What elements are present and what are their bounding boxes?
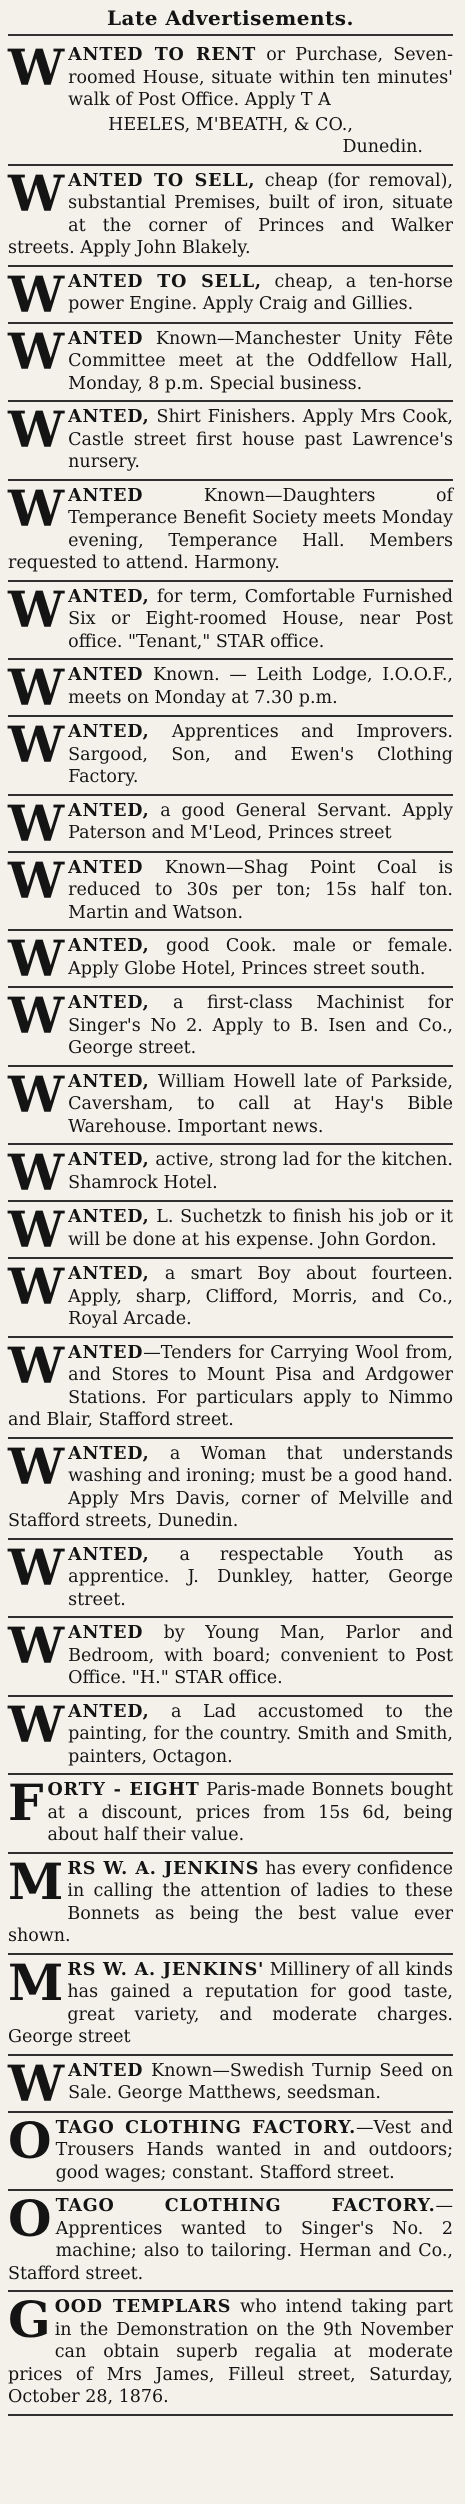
ad-text: a Lad accustomed to the painting, for the country. Smith and Smith, painters, Octagon.	[68, 1701, 453, 1767]
advertisement	[8, 1202, 453, 1259]
advertisement	[8, 2292, 453, 2416]
advertisement	[8, 1064, 453, 1146]
advertisement	[8, 1537, 453, 1619]
drop-capital: W	[8, 658, 65, 717]
advertisement	[8, 40, 453, 166]
ad-text: Shirt Finishers. Apply Mrs Cook, Castle street first house past Lawrence's nursery.	[68, 407, 453, 472]
advertisement	[8, 931, 453, 988]
ad-text: —Vest and Trousers Hands wanted in and outdoors; good wages; constant. Stafford street.	[55, 2117, 453, 2183]
ad-text: cheap (for removal), substantial Premises, built of iron, situate at the corner of Princes and Walker streets. Apply John Blakely.	[8, 170, 453, 258]
ad-text: a first-class Machinist for Singer's No 2. Apply to B. Isen and Co., George street.	[68, 993, 453, 1058]
drop-capital: M	[8, 1851, 64, 1911]
drop-capital: W	[8, 1257, 65, 1316]
advertisement	[8, 660, 453, 717]
ad-headline: TAGO CLOTHING FACTORY.	[55, 2117, 357, 2138]
advertisement	[8, 717, 453, 796]
advertisement	[8, 1145, 453, 1202]
ad-headline: ANTED TO RENT	[68, 45, 257, 65]
ad-text: active, strong lad for the kitchen. Shamrock Hotel.	[68, 1150, 453, 1193]
advertisement	[8, 1851, 453, 1955]
ad-headline: ANTED,	[68, 1264, 150, 1284]
ad-text: William Howell late of Parkside, Caversham, to call at Hay's Bible Warehouse. Important news.	[68, 1071, 453, 1137]
drop-capital: W	[8, 715, 65, 774]
ad-text: L. Suchetzk to finish his job or it will be done at his expense. John Gordon.	[68, 1207, 453, 1250]
ad-text: Millinery of all kinds has gained a reputation for good taste, great variety, and moderate charges. George street	[8, 1959, 453, 2047]
drop-capital: W	[8, 400, 65, 459]
ad-signature: HEELES, M'BEATH, & CO.,	[108, 114, 353, 135]
ad-headline: ANTED,	[68, 1701, 150, 1722]
advertisement	[8, 2191, 453, 2292]
drop-capital: W	[8, 1335, 65, 1395]
ad-text: who intend taking part in the Demonstration on the 9th November can obtain superb regalia at moderate prices of Mrs James, Filleul street, Saturday, October 28, 1876.	[8, 2297, 453, 2407]
ad-headline: OOD TEMPLARS	[54, 2297, 232, 2317]
ad-text: —Apprentices wanted to Singer's No. 2 machine; also to tailoring. Herman and Co., Stafford street.	[8, 2196, 453, 2284]
ad-headline: ANTED,	[68, 586, 150, 607]
advertisement	[8, 2053, 453, 2113]
drop-capital: W	[8, 1537, 65, 1597]
drop-capital: W	[8, 1436, 65, 1496]
ad-headline: ANTED	[68, 1623, 144, 1643]
advertisement	[8, 163, 453, 267]
ad-headline: ANTED,	[68, 800, 150, 821]
ad-text: for term, Comfortable Furnished Six or Eight-roomed House, near Post office. "Tenant," STAR office.	[68, 586, 453, 652]
drop-capital: W	[8, 1694, 65, 1754]
ad-headline: ANTED,	[68, 1544, 150, 1565]
ad-headline: ANTED	[68, 2060, 144, 2081]
ad-text: has every confidence in calling the attention of ladies to these Bonnets as being the best value ever shown.	[8, 1858, 453, 1946]
drop-capital: W	[8, 1064, 65, 1124]
ad-headline: RS W. A. JENKINS	[67, 1858, 260, 1879]
advertisement	[8, 1694, 453, 1776]
ad-text: a smart Boy about fourteen. Apply, sharp, Clifford, Morris, and Co., Royal Arcade.	[68, 1264, 453, 1329]
ad-headline: ANTED,	[68, 1071, 150, 1092]
advertisement	[8, 579, 453, 661]
ad-text: a respectable Youth as apprentice. J. Dunkley, hatter, George street.	[68, 1544, 453, 1610]
drop-capital: W	[8, 163, 65, 223]
drop-capital: W	[8, 986, 65, 1045]
ad-text: —Tenders for Carrying Wool from, and Stores to Mount Pisa and Ardgower Stations. For particulars apply to Nimmo and Blair, Stafford street.	[8, 1342, 453, 1430]
drop-capital: W	[8, 793, 65, 853]
drop-capital: G	[8, 2290, 51, 2349]
advertisement	[8, 1335, 453, 1439]
ad-text: good Cook. male or female. Apply Globe Hotel, Princes street south.	[68, 936, 453, 979]
drop-capital: W	[8, 2053, 65, 2113]
ad-signature-location: Dunedin.	[342, 137, 423, 157]
drop-capital: O	[8, 2110, 52, 2170]
drop-capital: W	[8, 850, 65, 910]
ad-text: Paris-made Bonnets bought at a discount, prices from 15s 6d, being about half their value.	[47, 1780, 453, 1845]
section-heading: Late Advertisements.	[8, 6, 453, 36]
drop-capital: W	[8, 1616, 65, 1675]
ad-text: Known—Daughters of Temperance Benefit Society meets Monday evening, Temperance Hall. Members requested to attend. Harmony.	[8, 485, 453, 573]
drop-capital: W	[8, 929, 65, 988]
ad-headline: ANTED	[68, 665, 144, 685]
advertisement	[8, 1618, 453, 1697]
advertisement	[8, 402, 453, 481]
ad-headline: ANTED	[68, 328, 144, 349]
ad-headline: ANTED TO SELL,	[68, 271, 262, 292]
ad-headline: ANTED,	[68, 407, 150, 427]
advertisement	[8, 1775, 453, 1854]
ad-headline: ANTED,	[68, 936, 150, 956]
ad-headline: ANTED	[68, 1342, 144, 1363]
drop-capital: W	[8, 264, 65, 324]
ad-headline: ANTED,	[68, 993, 150, 1013]
drop-capital: W	[8, 38, 65, 97]
advertisement	[8, 850, 453, 932]
ad-headline: ANTED,	[68, 722, 150, 742]
advertisement	[8, 321, 453, 403]
advertisement	[8, 793, 453, 853]
drop-capital: W	[8, 1200, 65, 1259]
ad-headline: ANTED,	[68, 1443, 150, 1464]
drop-capital: F	[8, 1773, 44, 1832]
advertisement	[8, 478, 453, 582]
ad-headline: ANTED	[68, 485, 144, 506]
advertisement	[8, 1436, 453, 1540]
ad-headline: TAGO CLOTHING FACTORY.	[55, 2196, 436, 2216]
drop-capital: M	[8, 1952, 64, 2012]
drop-capital: W	[8, 321, 65, 381]
ads-list	[8, 40, 453, 2416]
drop-capital: O	[8, 2189, 52, 2248]
drop-capital: W	[8, 1143, 65, 1202]
advertisement	[8, 1952, 453, 2056]
ad-headline: ANTED	[68, 857, 144, 878]
ad-text: Known—Shag Point Coal is reduced to 30s per ton; 15s half ton. Martin and Watson.	[68, 857, 453, 923]
ad-text: a Woman that understands washing and ironing; must be a good hand. Apply Mrs Davis, corner of Melville and Stafford streets, Dunedin.	[8, 1443, 453, 1531]
advertisement	[8, 988, 453, 1067]
advertisement	[8, 1259, 453, 1338]
ad-headline: ORTY - EIGHT	[47, 1780, 200, 1800]
ad-text: Known—Manchester Unity Fête Committee meet at the Oddfellow Hall, Monday, 8 p.m. Special business.	[68, 328, 453, 394]
ad-headline: ANTED,	[68, 1150, 150, 1170]
ad-text: cheap, a ten-horse power Engine. Apply Craig and Gillies.	[68, 271, 453, 314]
advertisement	[8, 264, 453, 324]
ad-text: Known. — Leith Lodge, I.O.O.F., meets on Monday at 7.30 p.m.	[68, 665, 453, 708]
ad-text: Apprentices and Improvers. Sargood, Son, and Ewen's Clothing Factory.	[68, 722, 453, 787]
ad-headline: ANTED TO SELL,	[68, 170, 256, 191]
drop-capital: W	[8, 478, 65, 538]
ad-text: or Purchase, Seven-roomed House, situate within ten minutes' walk of Post Office. Apply T A	[68, 45, 453, 110]
ad-text: Known—Swedish Turnip Seed on Sale. George Matthews, seedsman.	[68, 2060, 453, 2103]
ad-headline: ANTED,	[68, 1207, 150, 1227]
ad-headline: RS W. A. JENKINS'	[67, 1959, 265, 1980]
ad-text: a good General Servant. Apply Paterson and M'Leod, Princes street	[68, 800, 453, 843]
ad-text: by Young Man, Parlor and Bedroom, with board; convenient to Post Office. "H." STAR office.	[68, 1623, 453, 1688]
advertisement	[8, 2110, 453, 2192]
drop-capital: W	[8, 579, 65, 639]
